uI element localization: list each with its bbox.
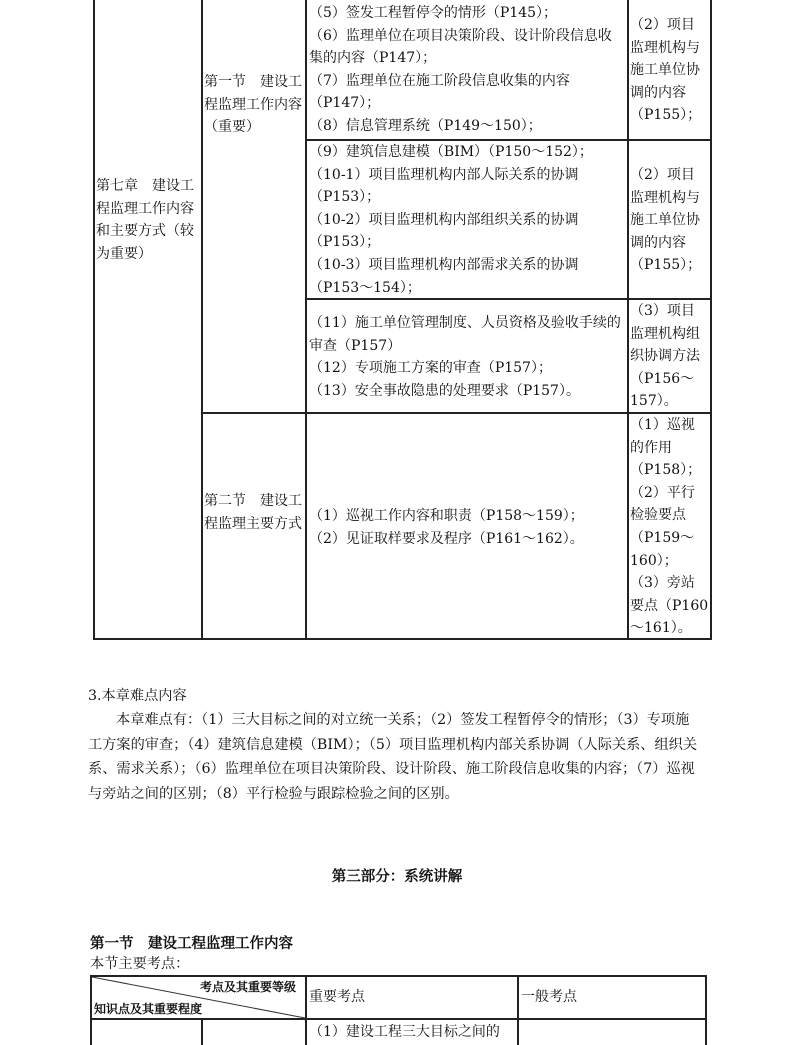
header-diag-bottom: 知识点及其重要程度 — [94, 1002, 203, 1016]
section1-title: 第一节 建设工程监理工作内容（重要） — [204, 74, 302, 136]
row1-general-points: （2）项目 监理机构与 施工单位协 调的内容 （P155）； — [630, 17, 702, 124]
row3-general-points: （3）项目 监理机构组 织协调方法 （P156～ 157）。 — [630, 303, 700, 410]
difficulty-heading: 3.本章难点内容 — [88, 688, 187, 704]
section-subheading: 本节主要考点： — [90, 956, 190, 972]
chapter-title: 第七章 建设工程监理工作内容和主要方式（较为重要） — [96, 178, 194, 262]
header-diag-top: 考点及其重要等级 — [200, 980, 297, 994]
header-general-points: 一般考点 — [521, 989, 577, 1005]
section-heading: 第一节 建设工程监理工作内容 — [90, 936, 293, 952]
row1-key-points: （5）签发工程暂停令的情形（P145）； （6）监理单位在项目决策阶段、设计阶段信息收集的内容（P147）； （7）监理单位在施工阶段信息收集的内容（P147）； （8）信息管理系统（P149～150）； — [309, 5, 612, 134]
row4-general-points: （1）巡视 的作用 （P158）； （2）平行 检验要点 （P159～ 160）； （3）旁站 要点（P160 ～161）。 — [630, 417, 709, 637]
row2-key-points: （9）建筑信息建模（BIM）（P150～152）； （10-1）项目监理机构内部人际关系的协调（P153）； （10-2）项目监理机构内部组织关系的协调（P153）； （10-3）项目监理机构内部需求关系的协调（P153～154）； — [309, 144, 593, 296]
part3-title: 第三部分：系统讲解 — [331, 869, 463, 885]
row4-key-points: （1）巡视工作内容和职责（P158～159）； （2）见证取样要求及程序（P161～162）。 — [309, 508, 584, 547]
row2-general-points: （2）项目 监理机构与 施工单位协 调的内容 （P155）； — [630, 167, 702, 274]
section2-title: 第二节 建设工程监理主要方式 — [204, 493, 302, 532]
row3-key-points: （11）施工单位管理制度、人员资格及验收手续的审查（P157） （12）专项施工方案的审查（P157）； （13）安全事故隐患的处理要求（P157）。 — [309, 315, 621, 399]
header-key-points: 重要考点 — [309, 989, 365, 1005]
table2-row1-key: （1）建设工程三大目标之间的 — [309, 1024, 500, 1040]
difficulty-paragraph: 本章难点有：（1）三大目标之间的对立统一关系；（2）签发工程暂停令的情形；（3）专项施工方案的审查；（4）建筑信息建模（BIM）；（5）项目监理机构内部关系协调（人际关系、组织关系、需求关系）；（6）监理单位在项目决策阶段、设计阶段、施工阶段信息收集的内容；（7）巡视与旁站之间的区别；（8）平行检验与跟踪检验之间的区别。 — [88, 712, 698, 802]
